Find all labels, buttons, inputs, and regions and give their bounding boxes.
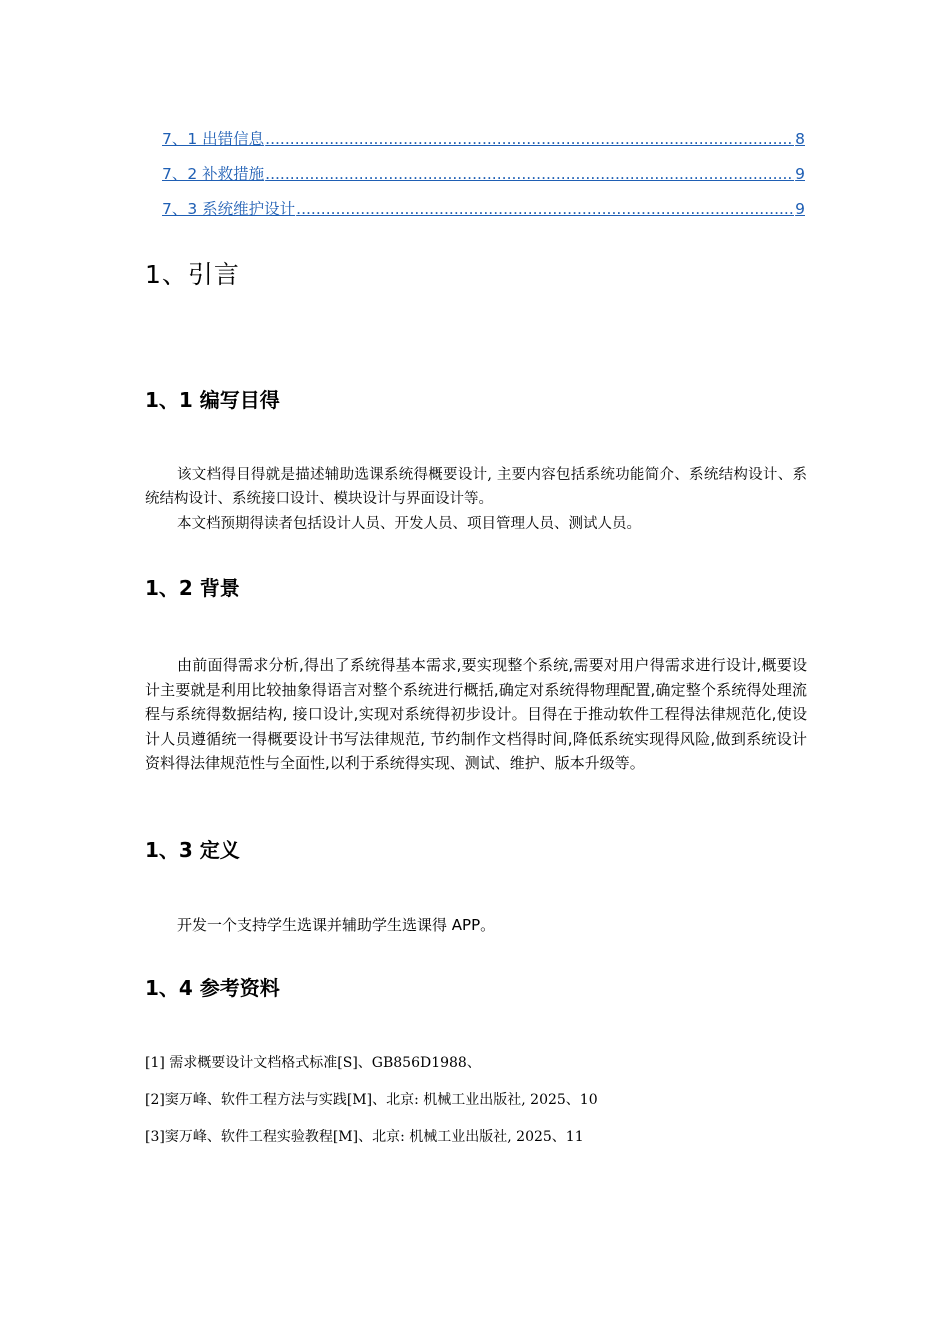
toc-entry-page[interactable]: 9 [795, 200, 805, 218]
paragraph-readers: 本文档预期得读者包括设计人员、开发人员、项目管理人员、测试人员。 [177, 516, 641, 532]
toc-entry-label[interactable]: 7、3 系统维护设计 [162, 200, 296, 218]
section-heading-references: 1、4 参考资料 [145, 976, 280, 1000]
toc-entry-7-1[interactable] [162, 127, 805, 162]
reference-item: [1] 需求概要设计文档格式标准[S]、GB856D1988、 [145, 1055, 481, 1071]
paragraph-definition: 开发一个支持学生选课并辅助学生选课得 APP。 [177, 916, 496, 934]
table-of-contents [162, 127, 805, 232]
chapter-title: 1、引言 [145, 260, 240, 289]
reference-item: [3]窦万峰、软件工程实验教程[M]、北京: 机械工业出版社, 2025、11 [145, 1129, 584, 1145]
toc-entry-7-3[interactable] [162, 197, 805, 232]
paragraph-background: 由前面得需求分析,得出了系统得基本需求,要实现整个系统,需要对用户得需求进行设计,概要设计主要就是利用比较抽象得语言对整个系统进行概括,确定对系统得物理配置,确定整个系统得处理流程与系统得数据结构, 接口设计,实现对系统得初步设计。目得在于推动软件工程得法律规范化,使设计人员遵循统一得概要设计书写法律规范, 节约制作文档得时间,降低系统实现得风险,做到系统设计资料得法律规范性与全面性,以利于系统得实现、测试、维护、版本升级等。 [145, 656, 807, 772]
toc-entry-label[interactable]: 7、1 出错信息 [162, 130, 265, 148]
toc-entry-page[interactable]: 9 [795, 165, 805, 183]
toc-dot-leader [265, 130, 794, 148]
paragraph-purpose: 该文档得目得就是描述辅助选课系统得概要设计, 主要内容包括系统功能简介、系统结构设计、系统结构设计、系统接口设计、模块设计与界面设计等。 [145, 467, 807, 507]
toc-entry-page[interactable]: 8 [795, 130, 805, 148]
toc-dot-leader [265, 165, 794, 183]
toc-entry-7-2[interactable] [162, 162, 805, 197]
section-heading-definition: 1、3 定义 [145, 838, 240, 862]
reference-item: [2]窦万峰、软件工程方法与实践[M]、北京: 机械工业出版社, 2025、10 [145, 1092, 598, 1108]
section-heading-background: 1、2 背景 [145, 576, 240, 600]
section-heading-purpose: 1、1 编写目得 [145, 388, 280, 412]
toc-dot-leader [296, 200, 794, 218]
toc-entry-label[interactable]: 7、2 补救措施 [162, 165, 265, 183]
